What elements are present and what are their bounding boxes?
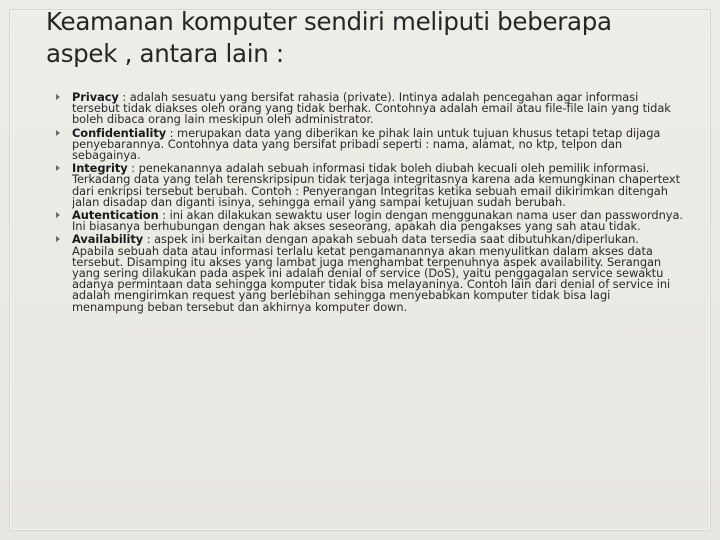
bullet-list (54, 92, 684, 315)
triangle-bullet-icon (56, 236, 60, 242)
list-item-privacy (54, 92, 684, 126)
list-item-autentication (54, 210, 684, 232)
triangle-bullet-icon (56, 165, 60, 171)
item-term: Autentication (72, 208, 159, 223)
item-separator: : (158, 208, 170, 223)
item-separator: : (143, 232, 155, 247)
item-text: aspek ini berkaitan dengan apakah sebuah data tersedia saat dibutuhkan/diperlukan. Apabila sebuah data atau informasi terlalu ketat pengamanannya akan menyulitkan dalam akses data tersebut. Disamping itu akses yang lambat juga menghambat terpenuhnya aspek availability. Serangan yang sering dilakukan pada aspek ini adalah denial of service (DoS), yaitu penggagalan service sewaktu adanya permintaan data sehingga komputer tidak bisa melayaninya. Contoh lain dari denial of service ini adalah mengirimkan request yang berlebihan sehingga menyebabkan komputer tidak bisa lagi menampung beban tersebut dan akhirnya komputer down. (72, 232, 671, 314)
item-separator: : (166, 125, 178, 140)
slide-title: Keamanan komputer sendiri meliputi beberapa aspek , antara lain : (46, 7, 612, 68)
item-text: penekanannya adalah sebuah informasi tidak boleh diubah kecuali oleh pemilik informasi. Terkadang data yang telah terenskripsipun tidak terjaga integritasnya karena ada kemungkinan chapertext dari enkripsi tersebut berubah. Contoh : Penyerangan Integritas ketika sebuah email dikirimkan ditengah jalan disadap dan diganti isinya, sehingga email yang sampai ketujuan sudah berubah. (72, 161, 681, 209)
item-text: ini akan dilakukan sewaktu user login dengan menggunakan nama user dan passwordnya. Ini biasanya berhubungan dengan hak akses seseorang, apakah dia pengakses yang sah atau tidak. (72, 208, 683, 234)
list-item-availability (54, 234, 684, 312)
item-text: adalah sesuatu yang bersifat rahasia (private). Intinya adalah pencegahan agar informasi tersebut tidak diakses oleh orang yang tidak berhak. Contohnya adalah email atau file-file lain yang tidak boleh dibaca orang lain meskipun oleh administrator. (72, 90, 671, 127)
item-term: Privacy (72, 90, 119, 104)
triangle-bullet-icon (56, 94, 60, 100)
item-separator: : (118, 90, 130, 104)
list-item-integrity (54, 163, 684, 208)
triangle-bullet-icon (56, 212, 60, 218)
item-term: Availability (72, 232, 144, 247)
item-text: merupakan data yang diberikan ke pihak lain untuk tujuan khusus tetapi tetap dijaga penyebarannya. Contohnya data yang bersifat pribadi seperti : nama, alamat, no ktp, telpon dan sebagainya. (72, 125, 661, 163)
item-term: Integrity (72, 161, 128, 176)
list-item-confidentiality (54, 125, 684, 163)
item-term: Confidentiality (72, 125, 167, 140)
item-separator: : (127, 161, 139, 176)
triangle-bullet-icon (56, 130, 60, 136)
